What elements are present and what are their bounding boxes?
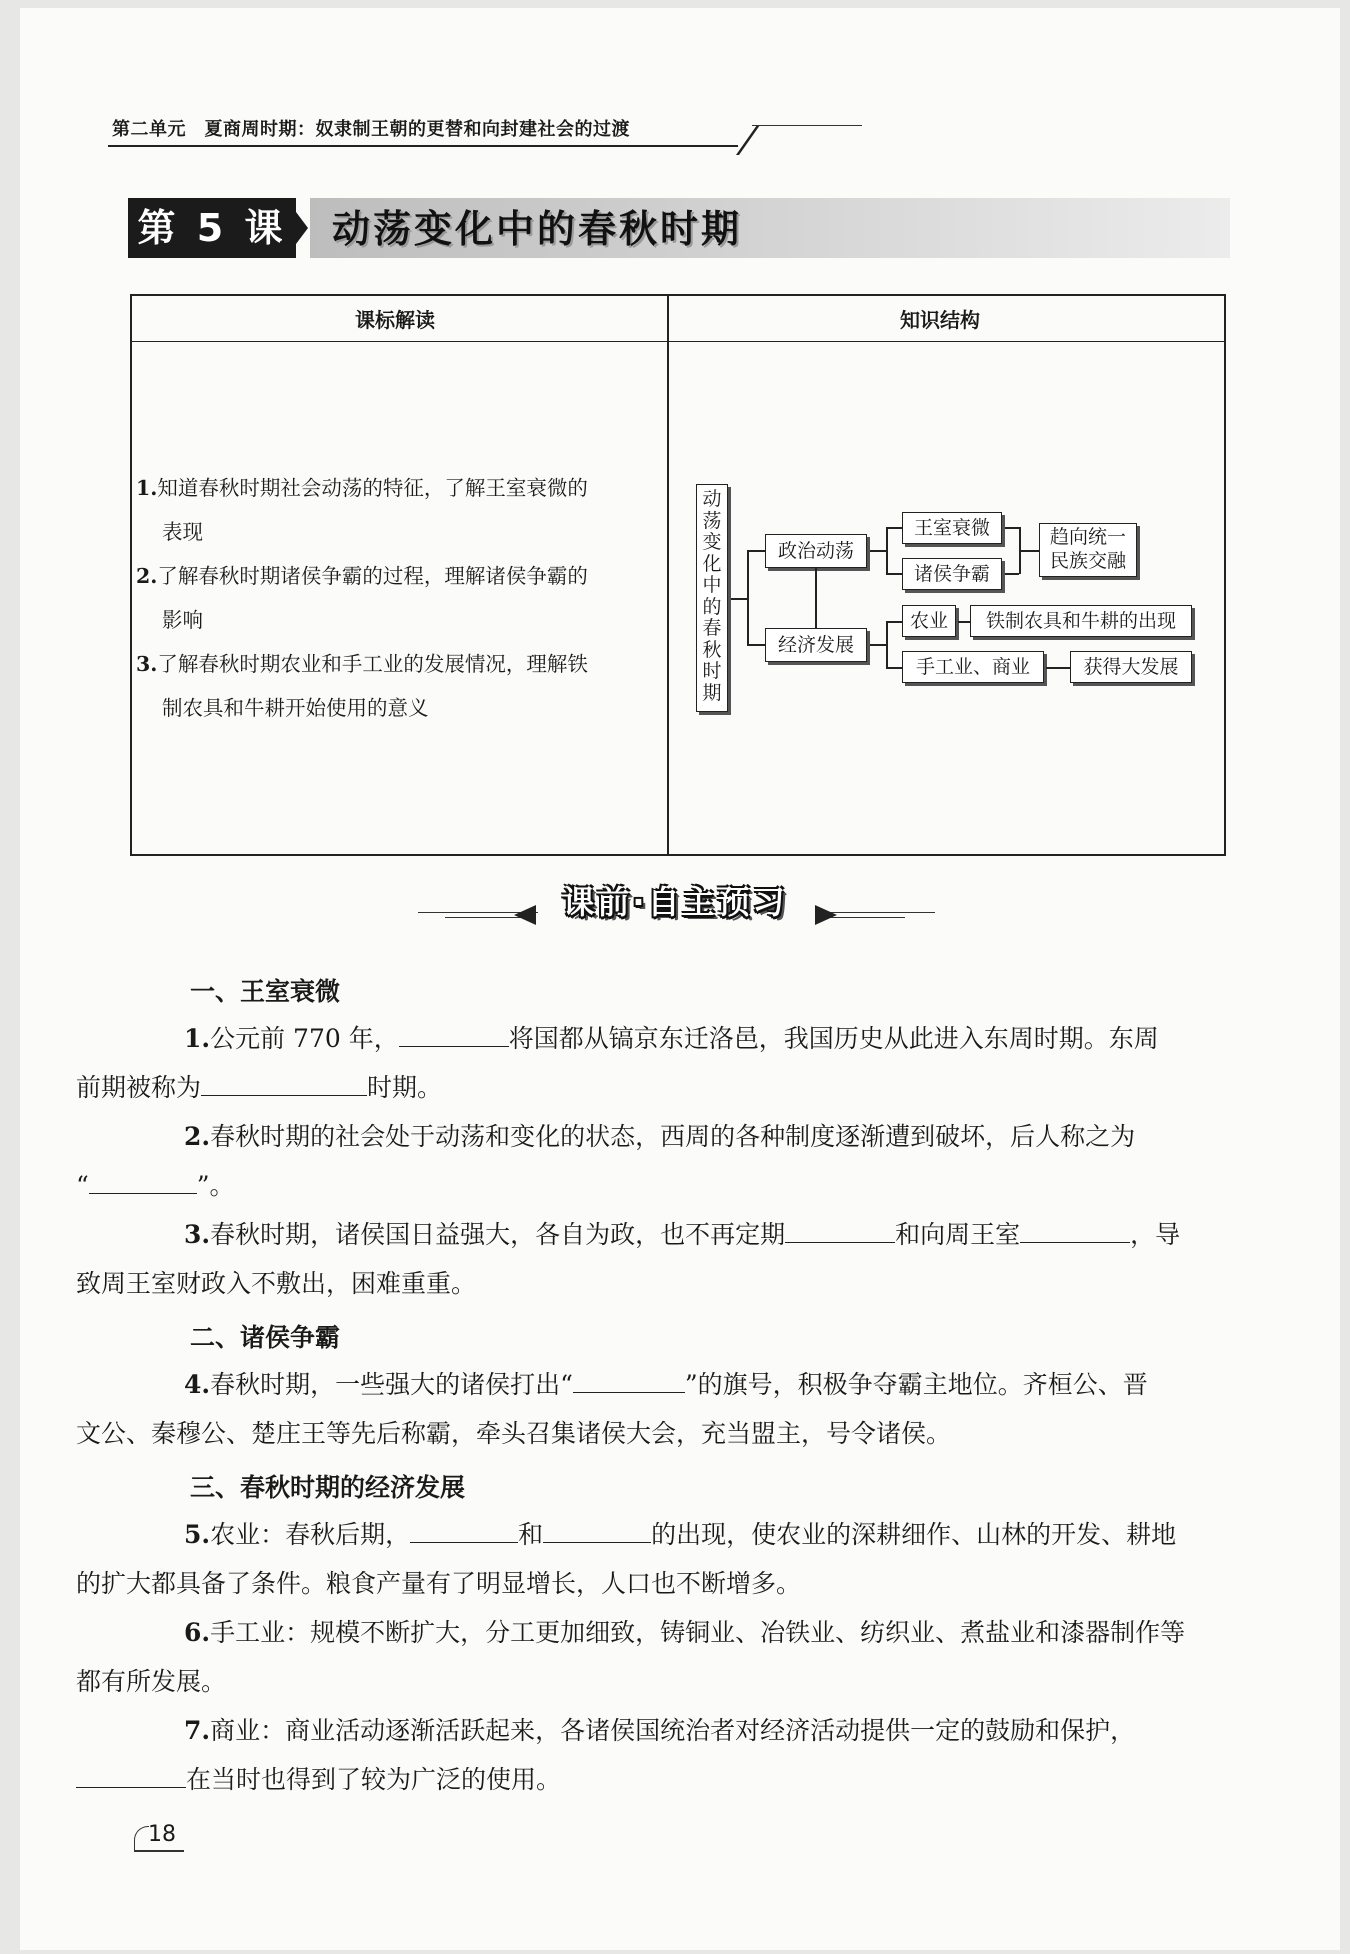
connector	[886, 621, 902, 623]
question-2	[76, 1112, 1228, 1210]
answer-blank[interactable]	[76, 1761, 186, 1788]
question-4	[76, 1360, 1228, 1458]
objective-text: 知道春秋时期社会动荡的特征，了解王室衰微的	[157, 476, 588, 500]
table-header-standards: 课标解读	[355, 308, 435, 332]
root-char: 的	[702, 595, 722, 618]
answer-blank[interactable]	[410, 1516, 518, 1543]
question-text: 在当时也得到了较为广泛的使用。	[186, 1765, 562, 1794]
connector	[886, 573, 902, 575]
question-text: 春秋时期，一些强大的诸侯打出“	[210, 1370, 573, 1399]
connector	[886, 527, 888, 574]
objective-2	[136, 554, 662, 642]
table-header-structure: 知识结构	[900, 308, 980, 332]
connector	[747, 644, 765, 646]
page-number: 18	[148, 1822, 176, 1847]
question-text: 和向周王室	[895, 1220, 1021, 1249]
objective-text: 制农具和牛耕开始使用的意义	[162, 696, 429, 720]
connector	[747, 550, 765, 552]
answer-blank[interactable]	[785, 1216, 895, 1243]
mindmap-economy: 经济发展	[765, 628, 867, 662]
question-text: 文公、秦穆公、楚庄王等先后称霸，牵头召集诸侯大会，充当盟主，号令诸侯。	[76, 1419, 952, 1448]
answer-blank[interactable]	[573, 1366, 685, 1393]
section-heading-3: 三、春秋时期的经济发展	[190, 1473, 466, 1502]
objective-3	[136, 642, 662, 730]
connector	[1046, 667, 1070, 669]
mindmap-root	[696, 484, 728, 712]
mindmap-handicraft-commerce: 手工业、商业	[902, 651, 1044, 683]
page-number-rule	[134, 1850, 184, 1852]
mindmap-unification	[1039, 523, 1137, 577]
connector	[731, 598, 747, 600]
connector	[747, 550, 749, 645]
question-text: 的出现，使农业的深耕细作、山林的开发、耕地	[651, 1520, 1177, 1549]
question-text: 都有所发展。	[76, 1667, 227, 1696]
connector	[870, 550, 886, 552]
question-text: ”。	[196, 1171, 235, 1200]
mindmap-agriculture: 农业	[902, 605, 956, 637]
table-divider	[667, 294, 669, 856]
root-char: 期	[702, 681, 722, 704]
question-text: ，导	[1130, 1220, 1181, 1249]
banner-wedge-icon	[815, 905, 837, 925]
question-7	[130, 1706, 1228, 1804]
section-heading-1: 一、王室衰微	[190, 977, 341, 1006]
question-text: 手工业：规模不断扩大，分工更加细致，铸铜业、冶铁业、纺织业、煮盐业和漆器制作等	[210, 1618, 1186, 1647]
connector	[886, 621, 888, 668]
question-text: 春秋时期的社会处于动荡和变化的状态，西周的各种制度逐渐遭到破坏，后人称之为	[210, 1122, 1136, 1151]
question-1	[76, 1014, 1228, 1112]
question-text: 前期被称为	[76, 1073, 202, 1102]
result-line: 趋向统一	[1049, 526, 1126, 548]
root-char: 春	[702, 617, 722, 639]
objective-text: 表现	[162, 520, 203, 544]
root-char: 动	[702, 488, 722, 510]
mindmap-iron-tools: 铁制农具和牛耕的出现	[970, 605, 1192, 637]
question-6	[76, 1608, 1228, 1706]
mindmap-hegemony: 诸侯争霸	[902, 558, 1002, 590]
question-number: 4.	[184, 1370, 211, 1399]
mindmap-politics: 政治动荡	[765, 534, 867, 568]
answer-blank[interactable]	[543, 1516, 651, 1543]
root-char: 化	[702, 552, 722, 575]
mindmap-royal-decline: 王室衰微	[902, 512, 1002, 544]
table-header-row	[130, 294, 1226, 342]
question-text: 和	[518, 1520, 544, 1549]
lesson-title: 动荡变化中的春秋时期	[332, 207, 743, 251]
section-heading-2: 二、诸侯争霸	[190, 1323, 341, 1352]
question-number: 3.	[184, 1220, 211, 1249]
objective-text: 影响	[162, 608, 203, 632]
question-number: 1.	[184, 1024, 211, 1053]
root-char: 荡	[702, 509, 722, 532]
root-char: 时	[702, 660, 722, 682]
lesson-number: 第 5 课	[128, 198, 296, 258]
connector	[1019, 550, 1039, 552]
question-number: 7.	[184, 1716, 211, 1745]
objective-text: 了解春秋时期诸侯争霸的过程，理解诸侯争霸的	[157, 564, 588, 588]
connector	[886, 527, 902, 529]
objective-number: 3.	[136, 652, 158, 676]
connector	[886, 667, 902, 669]
question-number: 2.	[184, 1122, 211, 1151]
question-text: 商业：商业活动逐渐活跃起来，各诸侯国统治者对经济活动提供一定的鼓励和保护，	[210, 1716, 1136, 1745]
question-text: 致周王室财政入不敷出，困难重重。	[76, 1269, 477, 1298]
question-text: 春秋时期，诸侯国日益强大，各自为政，也不再定期	[210, 1220, 786, 1249]
question-text: ”的旗号，积极争夺霸主地位。齐桓公、晋	[684, 1370, 1148, 1399]
header-rule-upper	[752, 125, 862, 126]
root-char: 变	[702, 531, 722, 553]
root-char: 中	[702, 574, 722, 596]
root-char: 秋	[702, 638, 722, 661]
question-text: 的扩大都具备了条件。粮食产量有了明显增长，人口也不断增多。	[76, 1569, 802, 1598]
connector	[870, 644, 886, 646]
objective-number: 1.	[136, 476, 158, 500]
connector	[1005, 573, 1019, 575]
answer-blank[interactable]	[399, 1020, 509, 1047]
section-banner-title: 课前·自主预习	[562, 883, 788, 921]
objective-1	[136, 466, 662, 554]
question-text: 农业：春秋后期，	[210, 1520, 411, 1549]
mindmap-great-development: 获得大发展	[1070, 651, 1192, 683]
question-text: 将国都从镐京东迁洛邑，我国历史从此进入东周时期。东周	[508, 1024, 1159, 1053]
answer-blank[interactable]	[89, 1167, 197, 1194]
objective-text: 了解春秋时期农业和手工业的发展情况，理解铁	[157, 652, 588, 676]
answer-blank[interactable]	[201, 1069, 367, 1096]
connector	[815, 568, 817, 628]
question-text: 公元前 770 年，	[210, 1024, 399, 1053]
connector	[958, 621, 970, 623]
question-text: “	[76, 1171, 89, 1200]
question-number: 6.	[184, 1618, 211, 1647]
question-text: 时期。	[367, 1073, 443, 1102]
question-number: 5.	[184, 1520, 211, 1549]
objective-number: 2.	[136, 564, 158, 588]
connector	[1005, 527, 1019, 529]
question-5	[76, 1510, 1228, 1608]
result-line: 民族交融	[1049, 549, 1126, 572]
lesson-arrow-icon	[296, 212, 308, 244]
header-rule	[108, 145, 738, 147]
answer-blank[interactable]	[1020, 1216, 1130, 1243]
banner-wedge-icon	[514, 905, 536, 925]
unit-header: 第二单元 夏商周时期：奴隶制王朝的更替和向封建社会的过渡	[112, 119, 630, 140]
question-3	[76, 1210, 1228, 1308]
